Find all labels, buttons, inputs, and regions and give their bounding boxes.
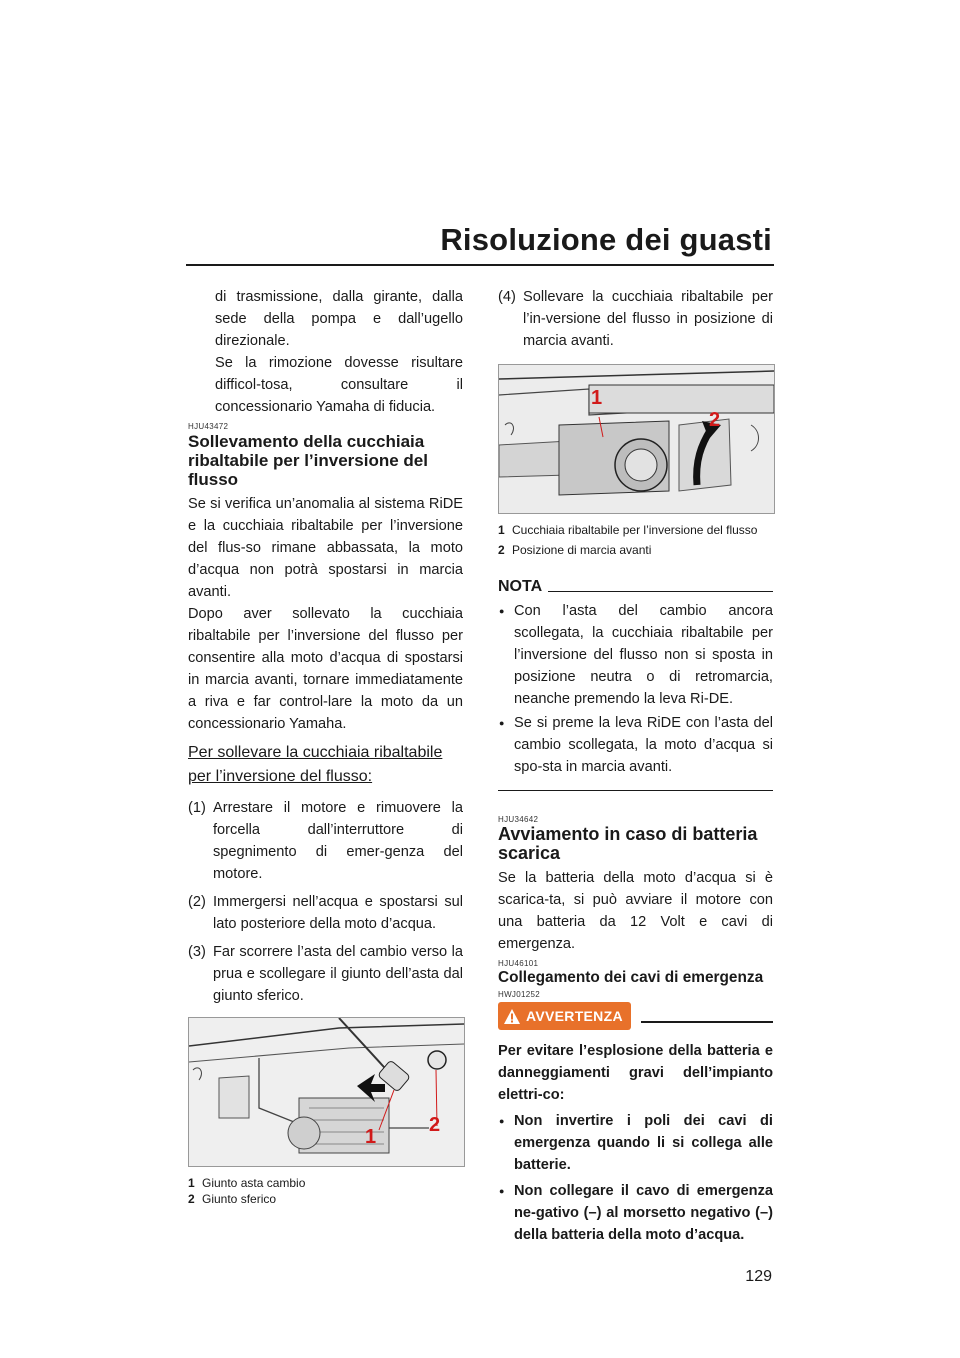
step-number: (2) [188,894,206,910]
caption-item: 2 Giunto sferico [188,1192,277,1206]
reverse-bucket-illustration [498,364,775,514]
body-paragraph: Se si verifica un’anomalia al sistema RiDE e la cucchiaia ribaltabile per l’inversione del flus-so rimane abbassata, la moto d’acqua non potrà spostarsi in marcia avanti. [188,496,463,600]
nota-title: NOTA [498,578,543,595]
step-text: Far scorrere l’asta del cambio verso la prua e scollegare il giunto dell’asta dal giunto sferico. [213,944,463,1004]
callout-1: 1 [591,387,603,409]
warning-badge [498,1002,631,1030]
section-title: Avviamento in caso di batteria scarica [498,824,758,863]
body-paragraph: Se la batteria della moto d’acqua si è scarica-ta, si può avviare il motore con una batteria da 12 Volt e cavi di emergenza. [498,870,773,952]
reverse-bucket-drawing [499,365,774,513]
caption-item: 2 Posizione di marcia avanti [498,543,652,557]
warning-label: AVVERTENZA [526,1008,623,1024]
figure-caption [188,1175,463,1207]
figure-caption [498,522,773,558]
warning-bullet: ● Non collegare il cavo di emergenza ne-gativo (–) al morsetto negativo (–) della batteria della moto d’acqua. [498,1180,773,1246]
continuation-paragraph: Se la rimozione dovesse risultare difficol-tosa, consultare il concessionario Yamaha di fiducia. [215,355,463,415]
nota-divider [498,790,773,791]
procedure-title: Per sollevare la cucchiaia ribaltabile per l’inversione del flusso: [188,744,443,785]
section-title: Sollevamento della cucchiaia ribaltabile per l’inversione del flusso [188,432,428,489]
warning-header [498,1002,773,1030]
nota-bullet: ● Con l’asta del cambio ancora scollegata, la cucchiaia ribaltabile per l’inversione del flusso non si sposta in posizione neutra o di retromarcia, neanche premendo la leva Ri-DE. [498,600,773,710]
step-item [188,941,463,1007]
subsection-title: Collegamento dei cavi di emergenza [498,969,764,986]
left-column [188,286,463,1207]
step-text: Arrestare il motore e rimuovere la forcella dall’interruttore di spegnimento di emer-genza del motore. [213,800,463,882]
section-code: HJU34642 [498,815,539,824]
step-item [188,891,463,935]
warning-bullet: ● Non invertire i poli dei cavi di emergenza quando li si collega alle batterie. [498,1110,773,1176]
warning-intro: Per evitare l’esplosione della batteria e danneggiamenti gravi dell’impianto elettri-co: [498,1043,773,1103]
step-item [188,797,463,885]
warning-code: HWJ01252 [498,990,540,999]
step-number: (4) [498,289,516,305]
step-number: (3) [188,944,206,960]
subsection-code: HJU46101 [498,959,539,968]
nota-bullet: ● Se si preme la leva RiDE con l’asta del cambio scollegata, la moto d’acqua si spo-sta in marcia avanti. [498,712,773,778]
nota-header [498,576,773,598]
step-item [498,286,773,352]
callout-1: 1 [365,1126,377,1148]
step-text: Immergersi nell’acqua e spostarsi sul lato posteriore della moto d’acqua. [213,894,463,932]
shift-rod-drawing [189,1018,464,1166]
right-column [498,286,773,1246]
caption-item: 1 Giunto asta cambio [188,1176,306,1190]
section-code: HJU43472 [188,422,229,431]
header-rule [186,264,774,266]
step-text: Sollevare la cucchiaia ribaltabile per l’in-versione del flusso in posizione di marcia avanti. [523,289,773,349]
continuation-paragraph: di trasmissione, dalla girante, dalla sede della pompa e dall’ugello direzionale. [215,289,463,349]
callout-2: 2 [709,409,721,431]
callout-2: 2 [429,1114,441,1136]
warning-triangle-icon [504,1009,520,1024]
body-paragraph: Dopo aver sollevato la cucchiaia ribaltabile per l’inversione del flusso per consentire alla moto d’acqua di spostarsi in marcia avanti, tornare immediatamente a riva e far control-lare la moto da un concessionario Yamaha. [188,606,463,732]
caption-item: 1 Cucchiaia ribaltabile per l’inversione del flusso [498,523,758,537]
page-title: Risoluzione dei guasti [440,222,772,257]
shift-rod-illustration [188,1017,465,1167]
step-number: (1) [188,800,206,816]
page-number: 129 [745,1268,772,1285]
